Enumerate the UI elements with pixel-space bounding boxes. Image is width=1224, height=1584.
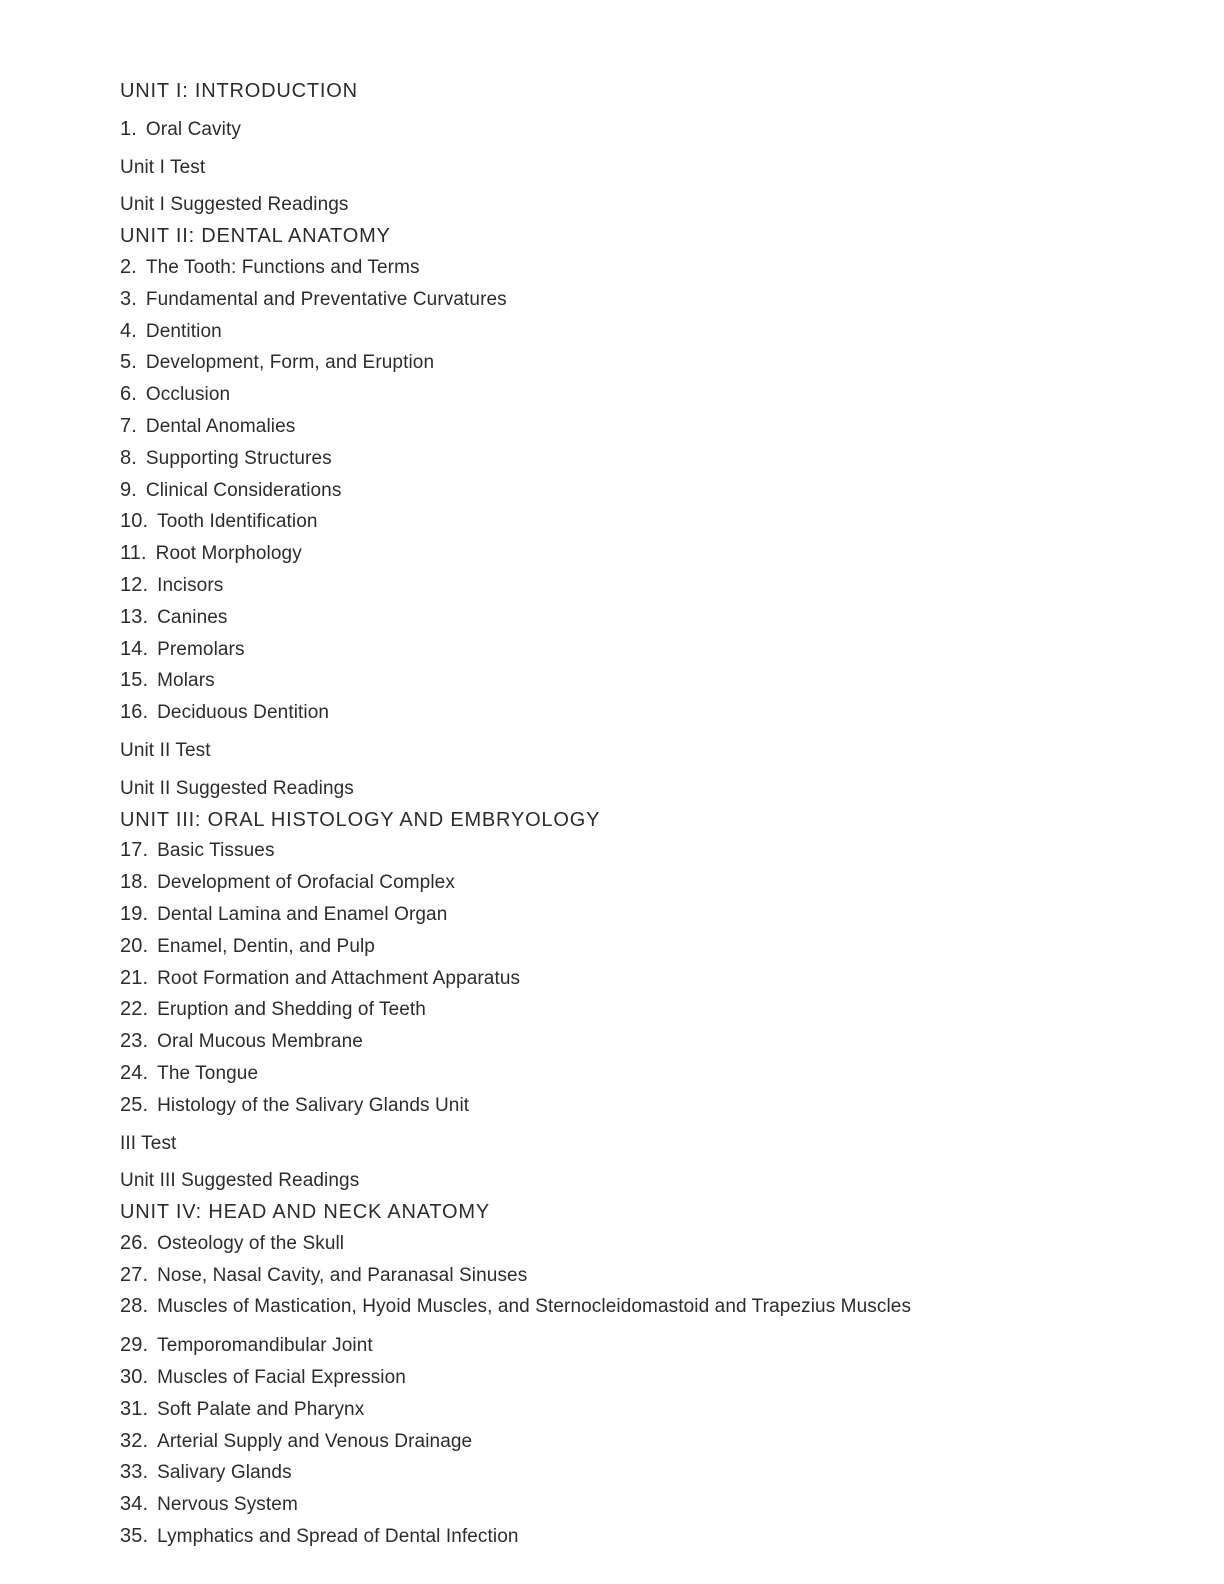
toc-row [120, 1394, 1164, 1426]
row-text: III Test [120, 1132, 177, 1154]
row-text: Eruption and Shedding of Teeth [157, 999, 426, 1021]
chapter-number: 27. [120, 1263, 149, 1286]
row-text: Temporomandibular Joint [157, 1335, 373, 1357]
row-text: Dental Anomalies [145, 415, 296, 437]
toc-row [120, 634, 1164, 666]
toc-row [120, 316, 1164, 348]
toc-row [120, 1426, 1164, 1458]
toc-row [120, 252, 1164, 284]
toc-row [120, 1489, 1164, 1521]
toc-row [120, 76, 1164, 107]
row-text: Unit I Suggested Readings [120, 194, 349, 216]
chapter-number: 30. [120, 1366, 149, 1389]
row-text: Basic Tissues [157, 840, 275, 862]
toc-row [120, 1026, 1164, 1058]
toc-row [120, 1260, 1164, 1292]
toc-row [120, 931, 1164, 963]
toc-row [120, 1521, 1164, 1553]
row-text: Supporting Structures [145, 447, 332, 469]
chapter-number: 2. [120, 255, 137, 278]
chapter-number: 18. [120, 871, 149, 894]
toc-row [120, 153, 1164, 184]
chapter-number: 29. [120, 1334, 149, 1357]
chapter-number: 20. [120, 934, 149, 957]
toc-row [120, 835, 1164, 867]
chapter-number: 11. [120, 542, 147, 565]
chapter-number: 34. [120, 1493, 149, 1516]
row-text: The Tooth: Functions and Terms [145, 256, 420, 278]
toc-row [120, 284, 1164, 316]
chapter-number: 6. [120, 383, 137, 406]
row-text: UNIT II: DENTAL ANATOMY [120, 225, 391, 248]
chapter-number: 33. [120, 1461, 149, 1484]
row-text: The Tongue [157, 1062, 259, 1084]
chapter-number: 24. [120, 1061, 149, 1084]
row-text: Nose, Nasal Cavity, and Paranasal Sinuses [157, 1264, 528, 1286]
toc-row [120, 1090, 1164, 1122]
row-text: Development of Orofacial Complex [157, 872, 455, 894]
row-text: Premolars [157, 638, 245, 660]
toc-list [120, 76, 1164, 1553]
toc-row [120, 1197, 1164, 1228]
row-text: UNIT III: ORAL HISTOLOGY AND EMBRYOLOGY [120, 808, 601, 831]
chapter-number: 17. [120, 839, 149, 862]
chapter-number: 23. [120, 1030, 149, 1053]
row-text: Root Formation and Attachment Apparatus [157, 967, 521, 989]
row-text: Clinical Considerations [145, 479, 342, 501]
toc-row [120, 506, 1164, 538]
row-text: Occlusion [145, 384, 231, 406]
toc-row [120, 1330, 1164, 1362]
toc-row [120, 379, 1164, 411]
chapter-number: 4. [120, 319, 137, 342]
row-text: Incisors [157, 574, 224, 596]
row-text: Muscles of Mastication, Hyoid Muscles, and Sternocleidomastoid and Trapezius Muscles [157, 1296, 912, 1318]
chapter-number: 8. [120, 446, 137, 469]
toc-row [120, 963, 1164, 995]
chapter-number: 25. [120, 1093, 149, 1116]
row-text: Dentition [145, 320, 222, 342]
chapter-number: 14. [120, 637, 149, 660]
toc-row [120, 1362, 1164, 1394]
row-text: Unit III Suggested Readings [120, 1170, 360, 1192]
toc-row [120, 1228, 1164, 1260]
toc-row [120, 1457, 1164, 1489]
row-text: Molars [157, 670, 215, 692]
chapter-number: 13. [120, 605, 149, 628]
toc-row [120, 1291, 1164, 1323]
toc-row [120, 221, 1164, 252]
chapter-number: 7. [120, 414, 137, 437]
row-text: Muscles of Facial Expression [157, 1367, 406, 1389]
toc-row [120, 1058, 1164, 1090]
row-text: Soft Palate and Pharynx [157, 1398, 365, 1420]
toc-row [120, 570, 1164, 602]
row-text: Unit II Test [120, 739, 211, 761]
row-text: Fundamental and Preventative Curvatures [145, 288, 507, 310]
chapter-number: 32. [120, 1429, 149, 1452]
row-text: Oral Mucous Membrane [157, 1031, 363, 1053]
toc-row [120, 899, 1164, 931]
toc-row [120, 774, 1164, 805]
row-text: Osteology of the Skull [157, 1232, 345, 1254]
toc-row [120, 190, 1164, 221]
chapter-number: 19. [120, 902, 149, 925]
toc-row [120, 1129, 1164, 1160]
row-text: Deciduous Dentition [157, 702, 330, 724]
chapter-number: 12. [120, 573, 149, 596]
row-text: Dental Lamina and Enamel Organ [157, 903, 448, 925]
chapter-number: 16. [120, 701, 149, 724]
toc-row [120, 411, 1164, 443]
chapter-number: 31. [120, 1397, 149, 1420]
toc-row [120, 443, 1164, 475]
row-text: UNIT IV: HEAD AND NECK ANATOMY [120, 1201, 490, 1224]
chapter-number: 26. [120, 1231, 149, 1254]
toc-row [120, 602, 1164, 634]
row-text: Tooth Identification [157, 511, 318, 533]
row-text: Lymphatics and Spread of Dental Infection [157, 1526, 519, 1548]
chapter-number: 15. [120, 669, 149, 692]
toc-row [120, 114, 1164, 146]
row-text: Salivary Glands [157, 1462, 292, 1484]
row-text: Oral Cavity [145, 118, 241, 140]
toc-row [120, 697, 1164, 729]
chapter-number: 5. [120, 351, 137, 374]
row-text: Canines [157, 606, 228, 628]
chapter-number: 1. [120, 117, 137, 140]
toc-row [120, 994, 1164, 1026]
row-text: Enamel, Dentin, and Pulp [157, 935, 375, 957]
toc-row [120, 736, 1164, 767]
row-text: UNIT I: INTRODUCTION [120, 80, 358, 102]
chapter-number: 9. [120, 478, 137, 501]
chapter-number: 3. [120, 287, 137, 310]
row-text: Unit I Test [120, 156, 206, 178]
row-text: Root Morphology [155, 543, 302, 565]
row-text: Arterial Supply and Venous Drainage [157, 1430, 473, 1452]
toc-row [120, 475, 1164, 507]
toc-row [120, 867, 1164, 899]
toc-row [120, 665, 1164, 697]
row-text: Development, Form, and Eruption [145, 352, 435, 374]
toc-row [120, 805, 1164, 836]
toc-row [120, 538, 1164, 570]
chapter-number: 35. [120, 1525, 149, 1548]
toc-row [120, 347, 1164, 379]
row-text: Histology of the Salivary Glands Unit [157, 1094, 470, 1116]
toc-row [120, 1166, 1164, 1197]
chapter-number: 28. [120, 1295, 149, 1318]
chapter-number: 10. [120, 510, 149, 533]
row-text: Unit II Suggested Readings [120, 777, 354, 799]
chapter-number: 21. [120, 966, 149, 989]
chapter-number: 22. [120, 998, 149, 1021]
row-text: Nervous System [157, 1494, 298, 1516]
